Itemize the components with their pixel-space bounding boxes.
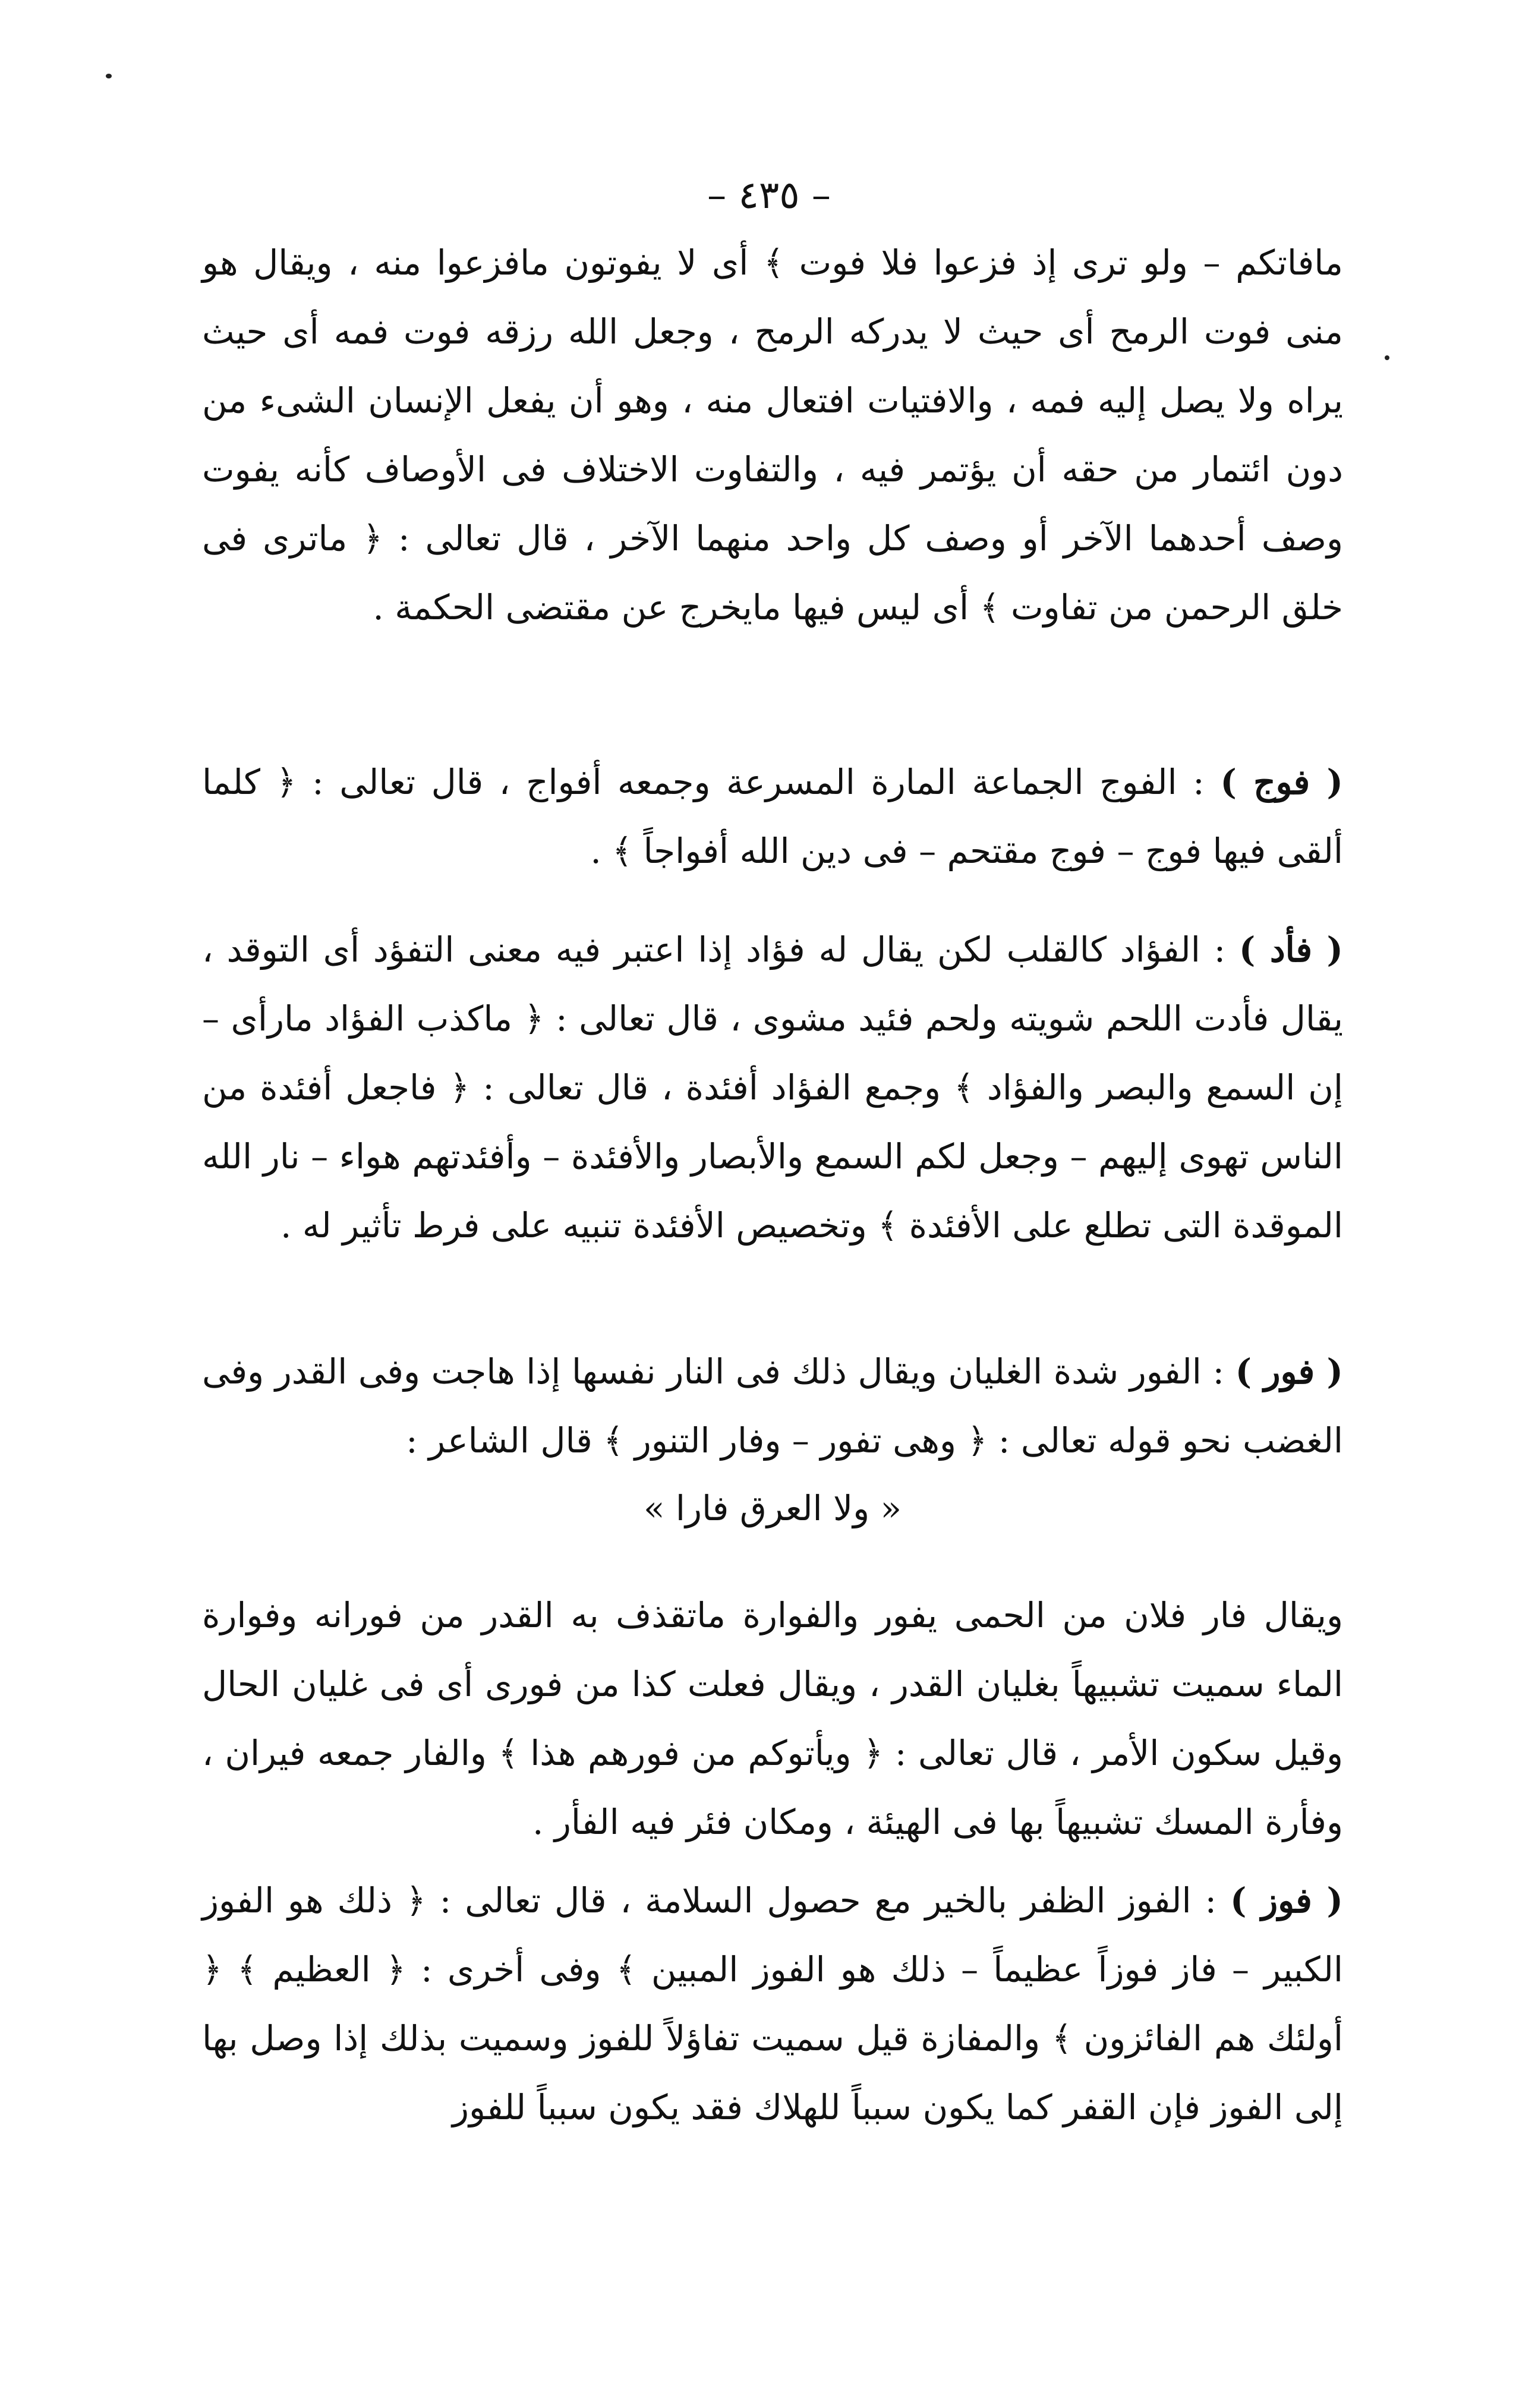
ink-speck: [106, 74, 112, 78]
paragraph-text: : الفور شدة الغليان ويقال ذلك فى النار نفسها إذا هاجت وفى القدر وفى الغضب نحو قوله تعالى : ﴿ وهى تفور – وفار التنور ﴾ قال الشاعر :: [202, 1351, 1343, 1461]
paragraph-faad: [202, 915, 1343, 1260]
paragraph-fawt: [202, 228, 1343, 642]
headword: ( فوز ): [1230, 1880, 1343, 1921]
paragraph-text: : الفوز الظفر بالخير مع حصول السلامة ، قال تعالى : ﴿ ذلك هو الفوز الكبير – فاز فوزاً عظيماً – ذلك هو الفوز المبين ﴾ وفى أخرى : ﴿ العظيم ﴾ ﴿ أولئك هم الفائزون ﴾ والمفازة قيل سميت تفاؤلاً للفوز وسميت بذلك إذا وصل بها إلى الفوز فإن القفر كما يكون سبباً للهلاك فقد يكون سبباً للفوز: [202, 1880, 1343, 2128]
paragraph-fawj: [202, 748, 1343, 885]
headword: ( فور ): [1235, 1351, 1344, 1392]
headword: ( فوج ): [1220, 762, 1343, 802]
paragraph-fawz: [202, 1866, 1343, 2142]
poetry-verse: « ولا العرق فارا »: [643, 1488, 902, 1528]
ink-speck: [1385, 355, 1389, 360]
paragraph-text: : الفوج الجماعة المارة المسرعة وجمعه أفواج ، قال تعالى : ﴿ كلما ألقى فيها فوج – فوج مقتحم – فى دين الله أفواجاً ﴾ .: [202, 762, 1343, 871]
paragraph-fawr: [202, 1337, 1343, 1475]
paragraph-text: : الفؤاد كالقلب لكن يقال له فؤاد إذا اعتبر فيه معنى التفؤد أى التوقد ، يقال فأدت اللحم شويته ولحم فئيد مشوى ، قال تعالى : ﴿ ماكذب الفؤاد مارأى – إن السمع والبصر والفؤاد ﴾ وجمع الفؤاد أفئدة ، قال تعالى : ﴿ فاجعل أفئدة من الناس تهوى إليهم – وجعل لكم السمع والأبصار والأفئدة – وأفئدتهم هواء – نار الله الموقدة التى تطلع على الأفئدة ﴾ وتخصيص الأفئدة تنبيه على فرط تأثير له .: [202, 929, 1343, 1246]
paragraph-text: مافاتكم – ولو ترى إذ فزعوا فلا فوت ﴾ أى لا يفوتون مافزعوا منه ، ويقال هو منى فوت الرمح أى حيث لا يدركه الرمح ، وجعل الله رزقه فوت فمه أى حيث يراه ولا يصل إليه فمه ، والافتيات افتعال منه ، وهو أن يفعل الإنسان الشىء من دون ائتمار من حقه أن يؤتمر فيه ، والتفاوت الاختلاف فى الأوصاف كأنه يفوت وصف أحدهما الآخر أو وصف كل واحد منهما الآخر ، قال تعالى : ﴿ ماترى فى خلق الرحمن من تفاوت ﴾ أى ليس فيها مايخرج عن مقتضى الحكمة .: [202, 242, 1343, 628]
paragraph-text: ويقال فار فلان من الحمى يفور والفوارة ماتقذف به القدر من فورانه وفوارة الماء سميت تشبيهاً بغليان القدر ، ويقال فعلت كذا من فورى أى فى غليان الحال وقيل سكون الأمر ، قال تعالى : ﴿ ويأتوكم من فورهم هذا ﴾ والفار جمعه فيران ، وفأرة المسك تشبيهاً بها فى الهيئة ، ومكان فئر فيه الفأر .: [202, 1595, 1343, 1842]
paragraph-fawr-continued: [202, 1581, 1343, 1857]
headword: ( فأد ): [1238, 929, 1343, 970]
page-number: – ٤٣٥ –: [707, 174, 831, 218]
